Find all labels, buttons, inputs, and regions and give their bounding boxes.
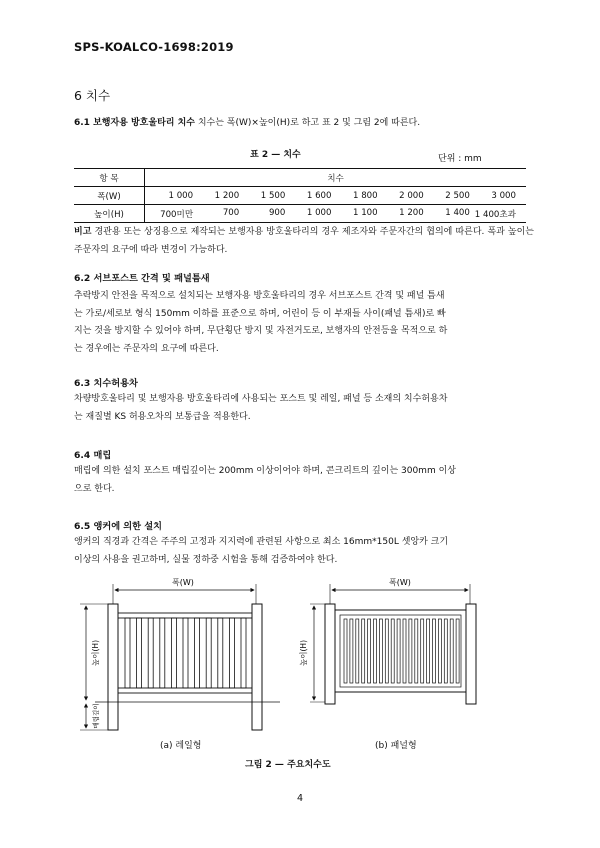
panel-slat [403, 619, 406, 683]
panel-slat [350, 619, 353, 683]
text-line: 매립에 의한 설치 포스트 매립깊이는 200mm 이상이어야 하며, 콘크리트의 깊이는 300mm 이상 [74, 466, 456, 476]
text-line: 차량방호울타리 및 보행자용 방호울타리에 사용되는 포스트 및 레일, 패널 등 소재의 치수허용차 [74, 394, 448, 404]
rail-type-fence [80, 578, 280, 730]
row-values [145, 187, 527, 205]
table-cell: 1 000 [168, 190, 194, 201]
section-6-3-body [74, 391, 534, 426]
table-2-unit: 단위 : mm [438, 154, 482, 164]
row-label: 폭(W) [74, 187, 145, 205]
section-6-4-body [74, 463, 534, 498]
table-cell: 3 000 [491, 190, 516, 201]
section-6-4-heading: 6.4 매립 [74, 450, 112, 461]
panel-slat [450, 619, 453, 683]
figure-2b-label: (b) 패널형 [375, 741, 417, 751]
section-6-2-body [74, 288, 534, 358]
panel-slat [391, 619, 394, 683]
panel-slat [362, 619, 365, 683]
panel-slat [356, 619, 359, 683]
rail-bar [148, 618, 153, 688]
figure-2-caption: 그림 2 — 주요치수도 [245, 760, 331, 770]
table-cell: 1 200 [214, 190, 240, 201]
panel-slat [433, 619, 436, 683]
height-label: 높이(H) [299, 640, 308, 666]
table-cell: 1 800 [353, 190, 378, 201]
panel-slat [438, 619, 441, 683]
panel-slat [421, 619, 424, 683]
panel-slat [374, 619, 377, 683]
text-line: 는 가로/세로보 형식 150mm 이하를 표준으로 하며, 어린이 등 이 부재들 사이(패널 틈새)로 빠 [74, 308, 446, 319]
table-header-row [74, 169, 526, 187]
table-header-item: 항 목 [74, 169, 145, 187]
text-line: 는 경우에는 주문자의 요구에 따른다. [74, 343, 219, 354]
table-cell: 700미만 [160, 209, 194, 220]
row-values [145, 205, 527, 223]
rail-bar [218, 618, 223, 688]
section-6-2-heading: 6.2 서브포스트 간격 및 패널틈새 [74, 273, 210, 284]
rail-bar [125, 618, 130, 688]
section-6-3-heading: 6.3 치수허용차 [74, 378, 138, 389]
text-line: 지는 것을 방지할 수 있어야 하며, 무단횡단 방지 및 자전거도로, 보행자의 안전등을 목적으로 하 [74, 326, 448, 336]
height-label: 높이(H) [91, 640, 100, 666]
panel-slat [456, 619, 459, 683]
panel-slat [427, 619, 430, 683]
note-label: 비고 [74, 227, 92, 237]
rail-bar [241, 618, 246, 688]
table-row-width [74, 187, 526, 205]
figure-2a-label: (a) 레일형 [160, 741, 202, 751]
rail-bar [171, 618, 176, 688]
panel-type-fence [298, 578, 476, 704]
table-row-height [74, 205, 526, 223]
text-line: 추락방지 안전을 목적으로 설치되는 보행자용 방호울타리의 경우 서브포스트 간격 및 패널 틈새 [74, 291, 445, 301]
panel-slat [368, 619, 371, 683]
note-text: 경관용 또는 상징용으로 제작되는 보행자용 방호울타리의 경우 제조자와 주문자간의 협의에 따른다. 폭과 높이는 주문자의 요구에 따라 변경이 가능하다. [74, 227, 534, 255]
table-cell: 1 400 [445, 207, 470, 218]
text-line: 이상의 사용을 권고하며, 실물 정하중 시험을 통해 검증하여야 한다. [74, 554, 338, 565]
text-line: 는 재질별 KS 허용오차의 보통급을 적용한다. [74, 411, 251, 422]
panel-slat [444, 619, 447, 683]
panel-slat [397, 619, 400, 683]
section-6-5-heading: 6.5 앵커에 의한 설치 [74, 521, 162, 532]
panel-slat [344, 619, 347, 683]
width-label: 폭(W) [172, 578, 194, 587]
text-line: 앵커의 직경과 간격은 주주의 고정과 지지력에 관련된 사항으로 최소 16mm*150L 셋앙카 크기 [74, 537, 449, 547]
section-6-1-heading: 6.1 보행자용 방호울타리 치수 [74, 118, 195, 128]
panel-slat [415, 619, 418, 683]
table-cell: 1 500 [260, 190, 286, 201]
table-cell: 1 100 [353, 207, 378, 218]
section-6-1-text: 치수는 폭(W)×높이(H)로 하고 표 2 및 그림 2에 따른다. [197, 118, 421, 128]
table-cell: 2 500 [445, 190, 470, 201]
section-6-1-paragraph [74, 115, 534, 133]
rail-bar [137, 618, 142, 688]
table-cell: 900 [268, 207, 286, 218]
section-6-5-body [74, 534, 534, 569]
panel-slat [385, 619, 388, 683]
table-header-dimension: 치수 [145, 169, 527, 187]
rail-bar [183, 618, 188, 688]
text-line: 으로 한다. [74, 483, 115, 494]
table-cell: 1 400초과 [474, 209, 516, 220]
table-cell: 700 [222, 207, 240, 218]
table-cell: 1 600 [306, 190, 332, 201]
table-2-caption: 표 2 — 치수 [250, 150, 301, 160]
embed-depth-label: 매립깊이 [92, 703, 100, 729]
row-label: 높이(H) [74, 205, 145, 223]
document-code: SPS-KOALCO-1698:2019 [74, 40, 234, 54]
section-6-title: 6 치수 [74, 88, 111, 103]
page-number: 4 [296, 793, 304, 804]
table-cell: 1 200 [399, 207, 424, 218]
width-label: 폭(W) [389, 578, 411, 587]
rail-bar [160, 618, 165, 688]
table-cell: 1 000 [306, 207, 332, 218]
table-2-dimensions [74, 168, 526, 223]
rail-bar [195, 618, 200, 688]
rail-bar [229, 618, 234, 688]
table-note [74, 224, 534, 259]
rail-bar [206, 618, 211, 688]
panel-slat [379, 619, 382, 683]
table-cell: 2 000 [399, 190, 424, 201]
figure-2-diagram [0, 570, 600, 760]
panel-slat [409, 619, 412, 683]
